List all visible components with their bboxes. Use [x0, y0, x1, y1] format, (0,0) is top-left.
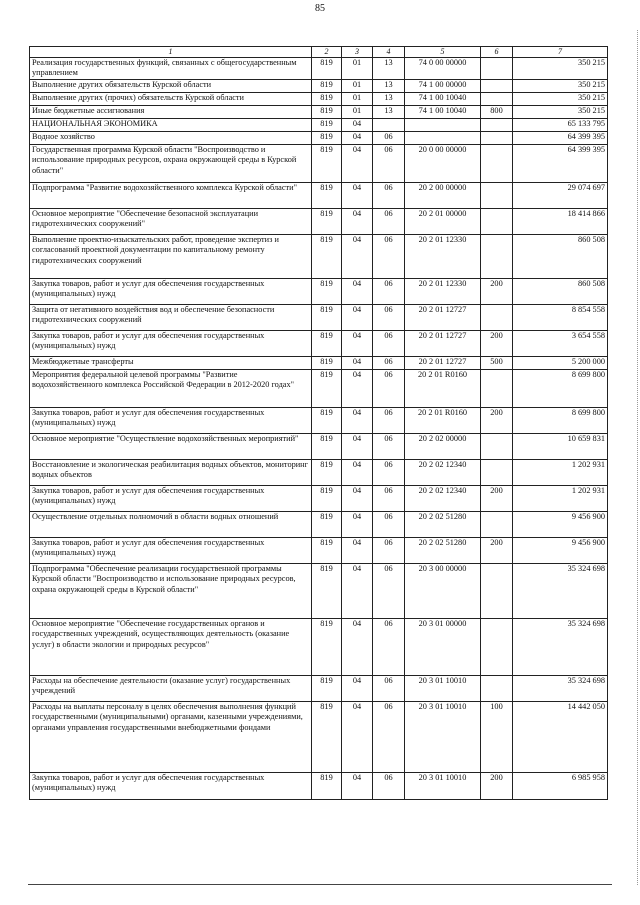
cell-ministry-code: 819	[312, 564, 342, 619]
cell-name: Основное мероприятие "Обеспечение государственных органов и государственных учреждений, осуществляющих деятельность (оказание услуг) в области экологии и природных ресурсов"	[30, 619, 312, 676]
cell-ministry-code: 819	[312, 512, 342, 538]
column-header-section: 3	[342, 47, 373, 58]
cell-amount: 64 399 395	[513, 132, 608, 145]
cell-subsection-code: 06	[373, 408, 405, 434]
cell-subsection-code: 06	[373, 235, 405, 279]
table-row	[30, 235, 608, 279]
cell-expense-type	[481, 183, 513, 209]
scan-edge-marks	[636, 30, 638, 885]
table-row	[30, 357, 608, 370]
cell-section-code: 04	[342, 408, 373, 434]
cell-name: Выполнение других обязательств Курской области	[30, 80, 312, 93]
cell-name: Защита от негативного воздействия вод и обеспечение безопасности гидротехнических сооружений	[30, 305, 312, 331]
cell-amount: 860 508	[513, 279, 608, 305]
cell-section-code: 04	[342, 619, 373, 676]
cell-target-article: 20 2 01 R0160	[405, 408, 481, 434]
cell-target-article: 20 2 01 12727	[405, 331, 481, 357]
table-row	[30, 93, 608, 106]
cell-subsection-code: 06	[373, 305, 405, 331]
cell-amount: 10 659 831	[513, 434, 608, 460]
table-row	[30, 370, 608, 408]
column-header-expense-type: 6	[481, 47, 513, 58]
cell-name: Мероприятия федеральной целевой программы "Развитие водохозяйственного комплекса Российской Федерации в 2012-2020 годах"	[30, 370, 312, 408]
cell-target-article: 74 1 00 00000	[405, 80, 481, 93]
cell-ministry-code: 819	[312, 209, 342, 235]
table-row	[30, 331, 608, 357]
column-header-subsection: 4	[373, 47, 405, 58]
cell-name: Закупка товаров, работ и услуг для обеспечения государственных (муниципальных) нужд	[30, 331, 312, 357]
cell-target-article: 20 2 01 00000	[405, 209, 481, 235]
cell-section-code: 01	[342, 106, 373, 119]
table-row	[30, 408, 608, 434]
cell-subsection-code: 06	[373, 538, 405, 564]
table-row	[30, 209, 608, 235]
cell-ministry-code: 819	[312, 408, 342, 434]
cell-subsection-code: 06	[373, 619, 405, 676]
cell-subsection-code: 13	[373, 80, 405, 93]
cell-expense-type	[481, 119, 513, 132]
cell-subsection-code: 06	[373, 357, 405, 370]
cell-ministry-code: 819	[312, 370, 342, 408]
cell-section-code: 04	[342, 460, 373, 486]
cell-expense-type	[481, 676, 513, 702]
table-row	[30, 106, 608, 119]
cell-target-article: 20 3 01 10010	[405, 676, 481, 702]
cell-subsection-code: 06	[373, 564, 405, 619]
cell-amount: 9 456 900	[513, 538, 608, 564]
table-row	[30, 676, 608, 702]
cell-section-code: 04	[342, 357, 373, 370]
cell-ministry-code: 819	[312, 357, 342, 370]
table-row	[30, 305, 608, 331]
cell-expense-type	[481, 619, 513, 676]
cell-amount: 6 985 958	[513, 773, 608, 800]
cell-ministry-code: 819	[312, 106, 342, 119]
cell-amount: 9 456 900	[513, 512, 608, 538]
table-row	[30, 538, 608, 564]
cell-expense-type: 200	[481, 331, 513, 357]
cell-expense-type	[481, 564, 513, 619]
cell-section-code: 04	[342, 235, 373, 279]
cell-target-article: 20 3 00 00000	[405, 564, 481, 619]
cell-expense-type	[481, 93, 513, 106]
cell-name: Подпрограмма "Обеспечение реализации государственной программы Курской области "Воспроизводство и использование природных ресурсов, охрана окружающей среды в Курской области"	[30, 564, 312, 619]
cell-target-article: 20 3 01 10010	[405, 702, 481, 773]
cell-target-article: 20 2 01 12727	[405, 357, 481, 370]
budget-table	[29, 46, 608, 800]
cell-section-code: 04	[342, 305, 373, 331]
cell-section-code: 04	[342, 183, 373, 209]
cell-subsection-code: 06	[373, 676, 405, 702]
cell-section-code: 04	[342, 702, 373, 773]
cell-subsection-code: 06	[373, 512, 405, 538]
cell-ministry-code: 819	[312, 331, 342, 357]
table-row	[30, 119, 608, 132]
cell-expense-type	[481, 370, 513, 408]
cell-expense-type: 200	[481, 408, 513, 434]
cell-amount: 8 699 800	[513, 370, 608, 408]
cell-name: Государственная программа Курской области "Воспроизводство и использование природных ресурсов, охрана окружающей среды в Курской области"	[30, 145, 312, 183]
cell-ministry-code: 819	[312, 773, 342, 800]
cell-section-code: 01	[342, 80, 373, 93]
table-row	[30, 619, 608, 676]
cell-section-code: 04	[342, 132, 373, 145]
cell-subsection-code: 06	[373, 132, 405, 145]
cell-subsection-code: 06	[373, 331, 405, 357]
cell-target-article: 20 2 01 12330	[405, 279, 481, 305]
cell-subsection-code: 06	[373, 460, 405, 486]
cell-amount: 65 133 795	[513, 119, 608, 132]
cell-section-code: 04	[342, 773, 373, 800]
cell-target-article: 74 0 00 00000	[405, 58, 481, 80]
cell-amount: 64 399 395	[513, 145, 608, 183]
cell-expense-type	[481, 209, 513, 235]
cell-expense-type	[481, 305, 513, 331]
cell-subsection-code: 06	[373, 279, 405, 305]
cell-amount: 29 074 697	[513, 183, 608, 209]
cell-section-code: 04	[342, 538, 373, 564]
cell-ministry-code: 819	[312, 93, 342, 106]
cell-section-code: 04	[342, 370, 373, 408]
cell-amount: 5 200 000	[513, 357, 608, 370]
cell-amount: 1 202 931	[513, 486, 608, 512]
cell-name: Основное мероприятие "Осуществление водохозяйственных мероприятий"	[30, 434, 312, 460]
cell-name: Иные бюджетные ассигнования	[30, 106, 312, 119]
cell-ministry-code: 819	[312, 235, 342, 279]
cell-ministry-code: 819	[312, 183, 342, 209]
cell-target-article: 20 2 02 51280	[405, 512, 481, 538]
cell-subsection-code: 06	[373, 434, 405, 460]
cell-target-article: 20 2 01 R0160	[405, 370, 481, 408]
cell-name: Выполнение других (прочих) обязательств Курской области	[30, 93, 312, 106]
column-header-target-article: 5	[405, 47, 481, 58]
table-row	[30, 434, 608, 460]
cell-name: Закупка товаров, работ и услуг для обеспечения государственных (муниципальных) нужд	[30, 486, 312, 512]
cell-amount: 35 324 698	[513, 676, 608, 702]
cell-subsection-code: 06	[373, 183, 405, 209]
cell-ministry-code: 819	[312, 132, 342, 145]
cell-section-code: 04	[342, 145, 373, 183]
cell-ministry-code: 819	[312, 119, 342, 132]
cell-subsection-code: 06	[373, 209, 405, 235]
cell-ministry-code: 819	[312, 145, 342, 183]
cell-expense-type: 200	[481, 773, 513, 800]
cell-subsection-code: 06	[373, 370, 405, 408]
table-row	[30, 145, 608, 183]
cell-amount: 1 202 931	[513, 460, 608, 486]
cell-name: Восстановление и экологическая реабилитация водных объектов, мониторинг водных объектов	[30, 460, 312, 486]
table-row	[30, 183, 608, 209]
cell-expense-type	[481, 460, 513, 486]
cell-expense-type	[481, 145, 513, 183]
cell-target-article: 20 2 01 12727	[405, 305, 481, 331]
table-row	[30, 512, 608, 538]
cell-ministry-code: 819	[312, 486, 342, 512]
table-row	[30, 564, 608, 619]
cell-amount: 3 654 558	[513, 331, 608, 357]
cell-amount: 350 215	[513, 80, 608, 93]
cell-target-article: 20 3 01 00000	[405, 619, 481, 676]
cell-amount: 35 324 698	[513, 564, 608, 619]
cell-expense-type	[481, 58, 513, 80]
cell-section-code: 04	[342, 331, 373, 357]
cell-name: Расходы на выплаты персоналу в целях обеспечения выполнения функций государственными (муниципальными) органами, казенными учреждениями, органами управления государственными внебюджетными фондами	[30, 702, 312, 773]
cell-subsection-code	[373, 119, 405, 132]
cell-name: НАЦИОНАЛЬНАЯ ЭКОНОМИКА	[30, 119, 312, 132]
cell-subsection-code: 06	[373, 145, 405, 183]
cell-subsection-code: 13	[373, 58, 405, 80]
cell-name: Закупка товаров, работ и услуг для обеспечения государственных (муниципальных) нужд	[30, 408, 312, 434]
cell-expense-type: 200	[481, 486, 513, 512]
cell-ministry-code: 819	[312, 279, 342, 305]
column-header-name: 1	[30, 47, 312, 58]
cell-target-article: 20 2 02 51280	[405, 538, 481, 564]
cell-expense-type: 100	[481, 702, 513, 773]
cell-subsection-code: 06	[373, 773, 405, 800]
cell-name: Закупка товаров, работ и услуг для обеспечения государственных (муниципальных) нужд	[30, 773, 312, 800]
cell-ministry-code: 819	[312, 80, 342, 93]
table-row	[30, 279, 608, 305]
cell-ministry-code: 819	[312, 58, 342, 80]
cell-section-code: 04	[342, 119, 373, 132]
cell-name: Расходы на обеспечение деятельности (оказание услуг) государственных учреждений	[30, 676, 312, 702]
cell-amount: 18 414 866	[513, 209, 608, 235]
cell-ministry-code: 819	[312, 538, 342, 564]
table-row	[30, 486, 608, 512]
cell-section-code: 01	[342, 93, 373, 106]
cell-target-article	[405, 132, 481, 145]
cell-section-code: 04	[342, 434, 373, 460]
cell-name: Закупка товаров, работ и услуг для обеспечения государственных (муниципальных) нужд	[30, 279, 312, 305]
cell-amount: 350 215	[513, 106, 608, 119]
cell-ministry-code: 819	[312, 676, 342, 702]
cell-amount: 350 215	[513, 58, 608, 80]
table-row	[30, 132, 608, 145]
cell-name: Реализация государственных функций, связанных с общегосударственным управлением	[30, 58, 312, 80]
cell-section-code: 01	[342, 58, 373, 80]
cell-ministry-code: 819	[312, 619, 342, 676]
table-row	[30, 702, 608, 773]
page-number: 85	[315, 3, 325, 14]
cell-amount: 8 854 558	[513, 305, 608, 331]
cell-expense-type	[481, 434, 513, 460]
cell-name: Осуществление отдельных полномочий в области водных отношений	[30, 512, 312, 538]
cell-section-code: 04	[342, 279, 373, 305]
cell-target-article: 20 2 00 00000	[405, 183, 481, 209]
bottom-rule	[28, 884, 612, 885]
table-row	[30, 80, 608, 93]
cell-target-article: 20 2 02 12340	[405, 460, 481, 486]
table-row	[30, 773, 608, 800]
table-header-row	[30, 47, 608, 58]
cell-name: Межбюджетные трансферты	[30, 357, 312, 370]
cell-expense-type	[481, 80, 513, 93]
column-header-ministry: 2	[312, 47, 342, 58]
cell-target-article: 20 2 02 00000	[405, 434, 481, 460]
cell-expense-type: 200	[481, 538, 513, 564]
cell-section-code: 04	[342, 676, 373, 702]
cell-target-article: 20 0 00 00000	[405, 145, 481, 183]
cell-amount: 8 699 800	[513, 408, 608, 434]
cell-name: Закупка товаров, работ и услуг для обеспечения государственных (муниципальных) нужд	[30, 538, 312, 564]
cell-subsection-code: 13	[373, 106, 405, 119]
cell-section-code: 04	[342, 209, 373, 235]
cell-target-article: 74 1 00 10040	[405, 106, 481, 119]
table-row	[30, 58, 608, 80]
cell-subsection-code: 06	[373, 702, 405, 773]
table-row	[30, 460, 608, 486]
cell-ministry-code: 819	[312, 434, 342, 460]
cell-amount: 35 324 698	[513, 619, 608, 676]
cell-amount: 14 442 050	[513, 702, 608, 773]
cell-target-article: 20 2 01 12330	[405, 235, 481, 279]
cell-target-article: 74 1 00 10040	[405, 93, 481, 106]
cell-expense-type	[481, 132, 513, 145]
cell-target-article: 20 2 02 12340	[405, 486, 481, 512]
cell-target-article	[405, 119, 481, 132]
cell-ministry-code: 819	[312, 305, 342, 331]
column-header-amount: 7	[513, 47, 608, 58]
cell-expense-type: 200	[481, 279, 513, 305]
cell-expense-type: 500	[481, 357, 513, 370]
cell-amount: 860 508	[513, 235, 608, 279]
cell-section-code: 04	[342, 512, 373, 538]
cell-subsection-code: 06	[373, 486, 405, 512]
cell-section-code: 04	[342, 486, 373, 512]
cell-target-article: 20 3 01 10010	[405, 773, 481, 800]
cell-name: Водное хозяйство	[30, 132, 312, 145]
cell-name: Основное мероприятие "Обеспечение безопасной эксплуатации гидротехнических сооружений"	[30, 209, 312, 235]
cell-section-code: 04	[342, 564, 373, 619]
cell-expense-type: 800	[481, 106, 513, 119]
cell-subsection-code: 13	[373, 93, 405, 106]
cell-ministry-code: 819	[312, 702, 342, 773]
cell-ministry-code: 819	[312, 460, 342, 486]
cell-expense-type	[481, 512, 513, 538]
cell-name: Подпрограмма "Развитие водохозяйственного комплекса Курской области"	[30, 183, 312, 209]
cell-amount: 350 215	[513, 93, 608, 106]
cell-name: Выполнение проектно-изыскательских работ, проведение экспертиз и согласований проектной документации по капитальному ремонту гидротехнических сооружений	[30, 235, 312, 279]
cell-expense-type	[481, 235, 513, 279]
